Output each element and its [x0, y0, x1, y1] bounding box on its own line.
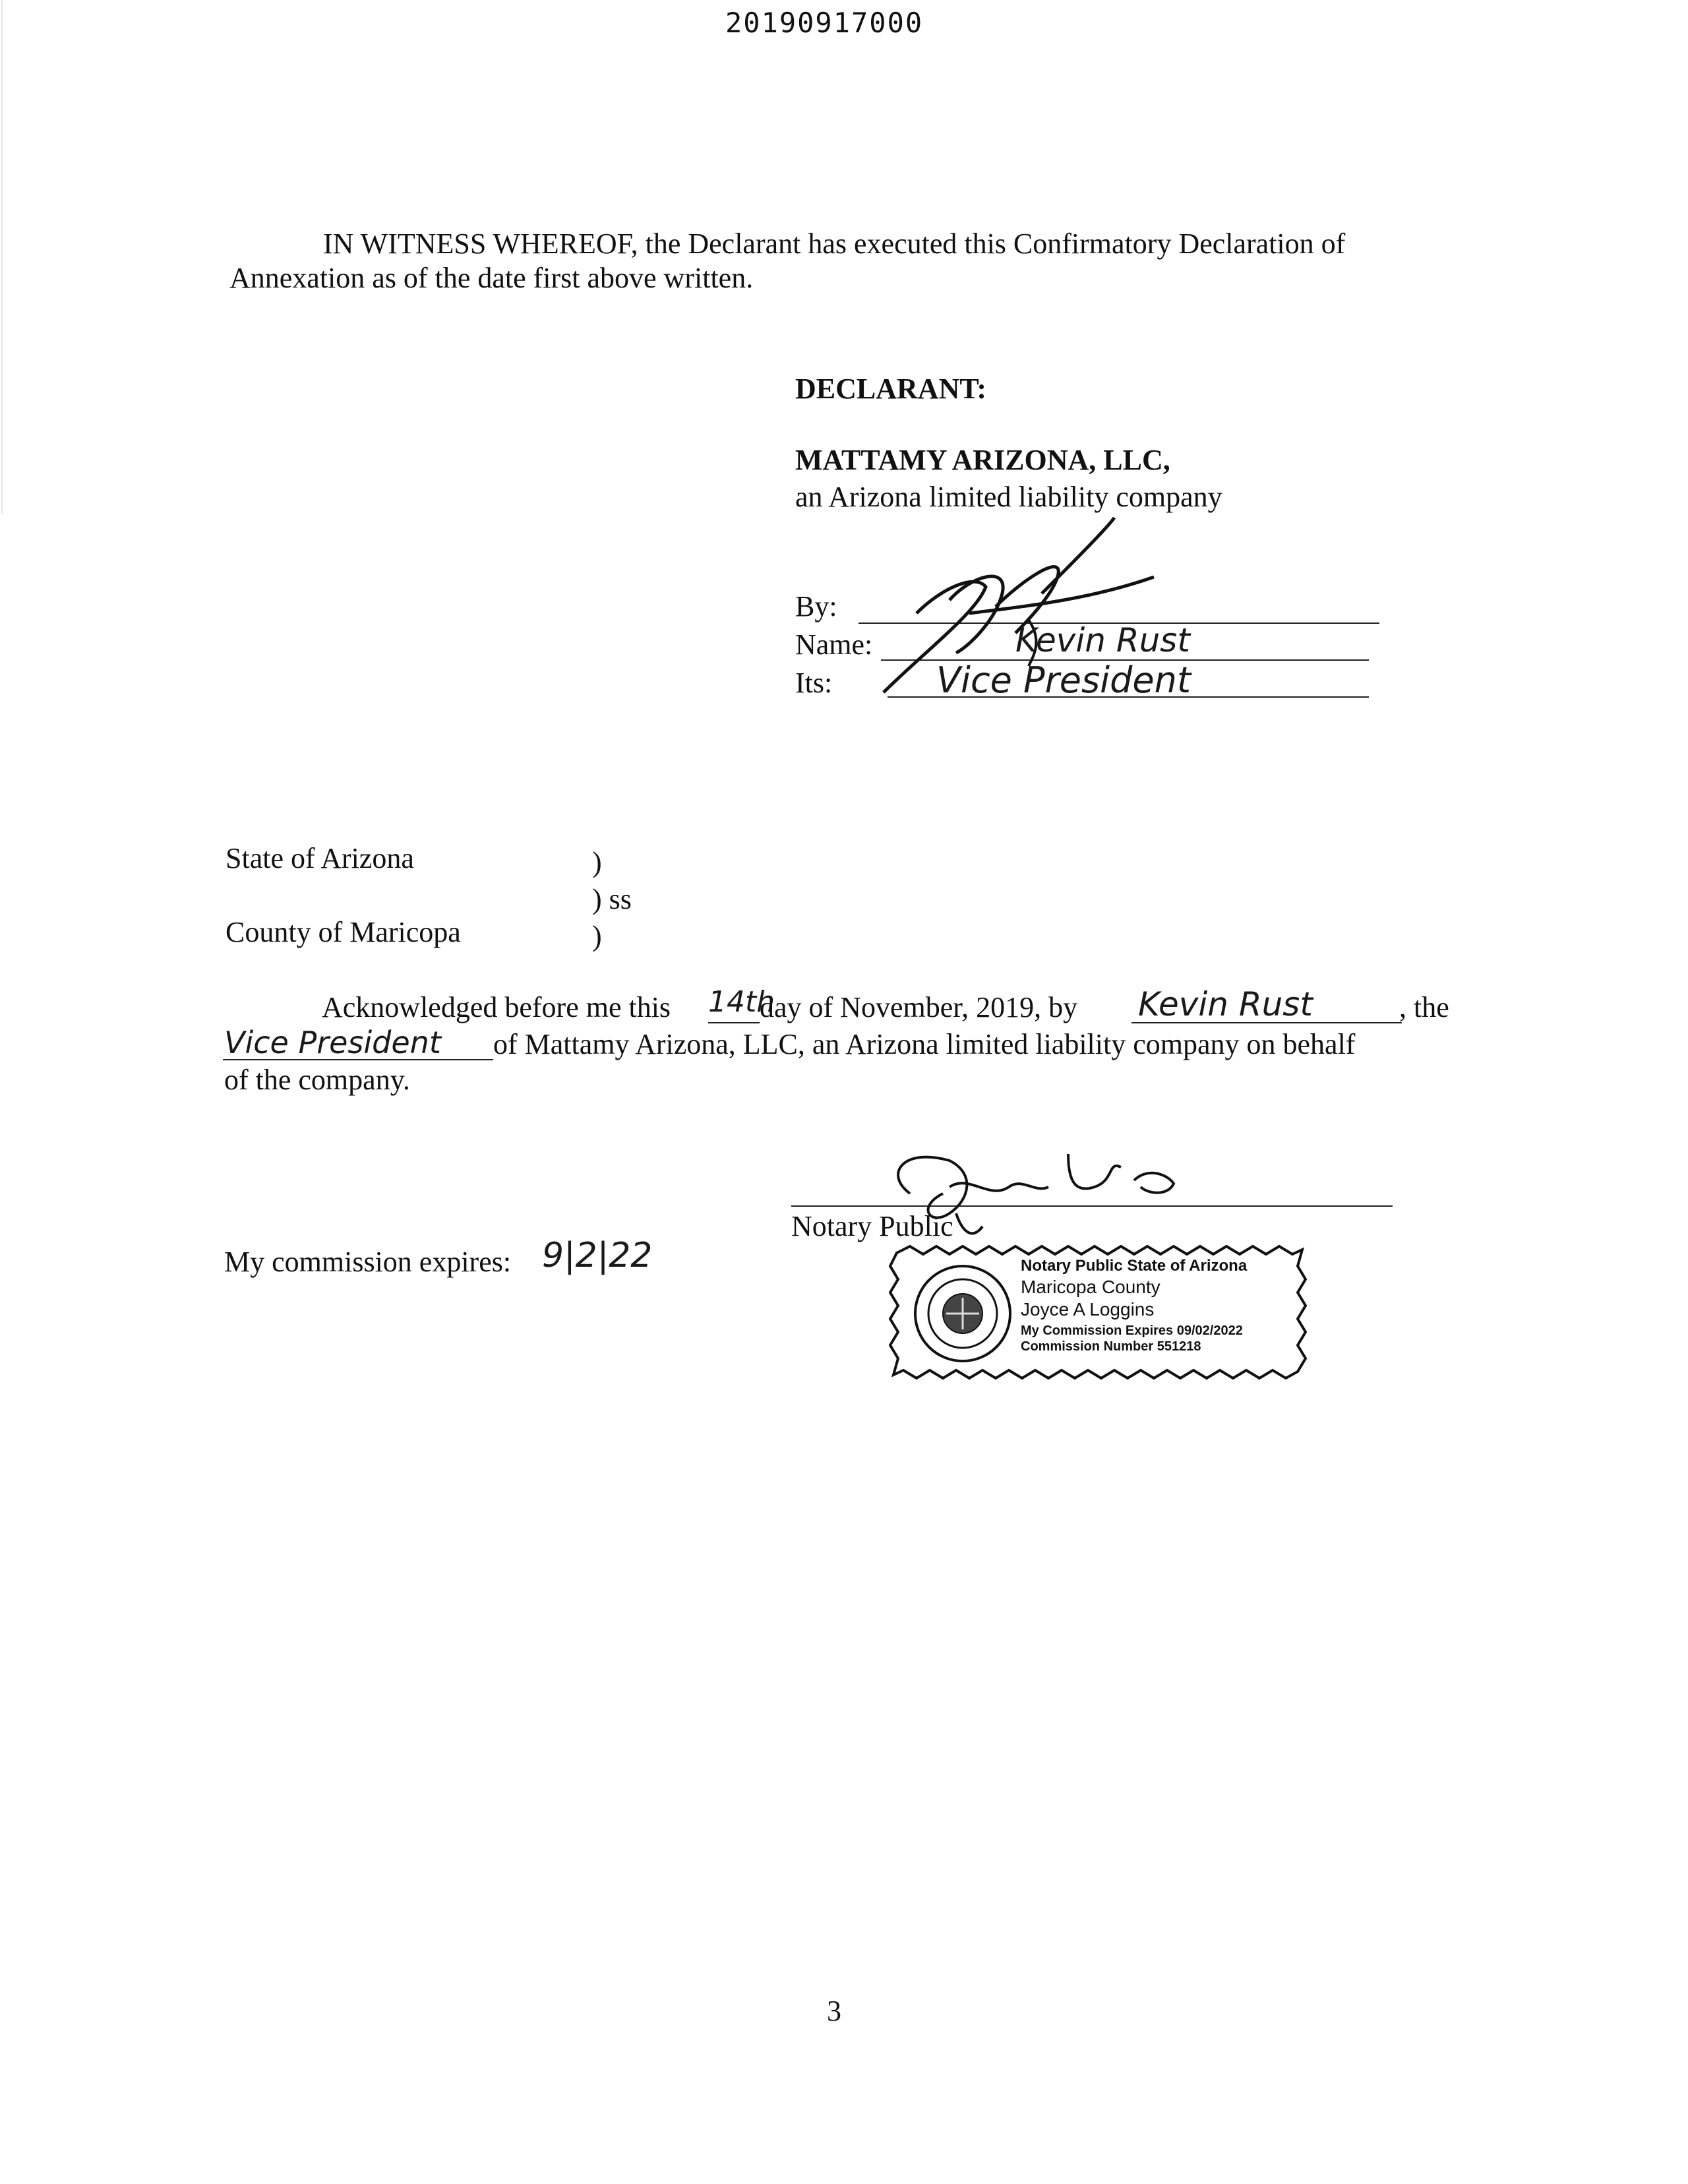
venue-county: County of Maricopa: [226, 916, 461, 948]
seal-line-1: Notary Public State of Arizona: [1021, 1257, 1248, 1275]
notary-label: Notary Public: [791, 1210, 953, 1242]
declarant-name-handwritten: Kevin Rust: [1015, 621, 1190, 659]
seal-line-4: My Commission Expires 09/02/2022: [1021, 1323, 1243, 1338]
witness-line-2: Annexation as of the date first above written.: [229, 262, 754, 294]
ack-name-handwritten: Kevin Rust: [1138, 985, 1313, 1023]
venue-paren-ss: ) ss: [592, 883, 632, 915]
ack-part-2: day of November, 2019, by: [760, 991, 1078, 1023]
venue-paren-1: ): [592, 846, 602, 878]
ack-day-handwritten: 14th: [708, 985, 775, 1019]
ack-part-1: Acknowledged before me this: [322, 991, 671, 1023]
its-label: Its:: [795, 667, 833, 699]
name-label: Name:: [795, 628, 873, 661]
page-number: 3: [827, 1995, 841, 2027]
seal-line-5: Commission Number 551218: [1021, 1339, 1201, 1354]
document-number: 20190917000: [725, 7, 924, 39]
seal-line-2: Maricopa County: [1021, 1277, 1160, 1297]
by-label: By:: [795, 590, 837, 622]
venue-paren-3: ): [592, 920, 602, 952]
ack-part-5: of the company.: [224, 1064, 410, 1096]
declarant-heading: DECLARANT:: [795, 373, 987, 405]
commission-label: My commission expires:: [224, 1246, 512, 1278]
ack-title-handwritten: Vice President: [224, 1025, 441, 1060]
ack-part-4: of Mattamy Arizona, LLC, an Arizona limited liability company on behalf: [493, 1028, 1356, 1060]
declarant-company-type: an Arizona limited liability company: [795, 481, 1222, 513]
seal-line-3: Joyce A Loggins: [1021, 1299, 1155, 1320]
ack-part-3: , the: [1399, 991, 1449, 1023]
commission-value-handwritten: 9|2|22: [542, 1236, 653, 1275]
notary-seal: [884, 1240, 1312, 1385]
declarant-title-handwritten: Vice President: [936, 659, 1191, 701]
venue-state: State of Arizona: [226, 842, 414, 874]
ack-day-line: [708, 1022, 760, 1023]
declarant-company: MATTAMY ARIZONA, LLC,: [795, 444, 1170, 476]
witness-line-1: IN WITNESS WHEREOF, the Declarant has executed this Confirmatory Declaration of: [323, 228, 1346, 260]
page-edge: [1, 0, 3, 514]
